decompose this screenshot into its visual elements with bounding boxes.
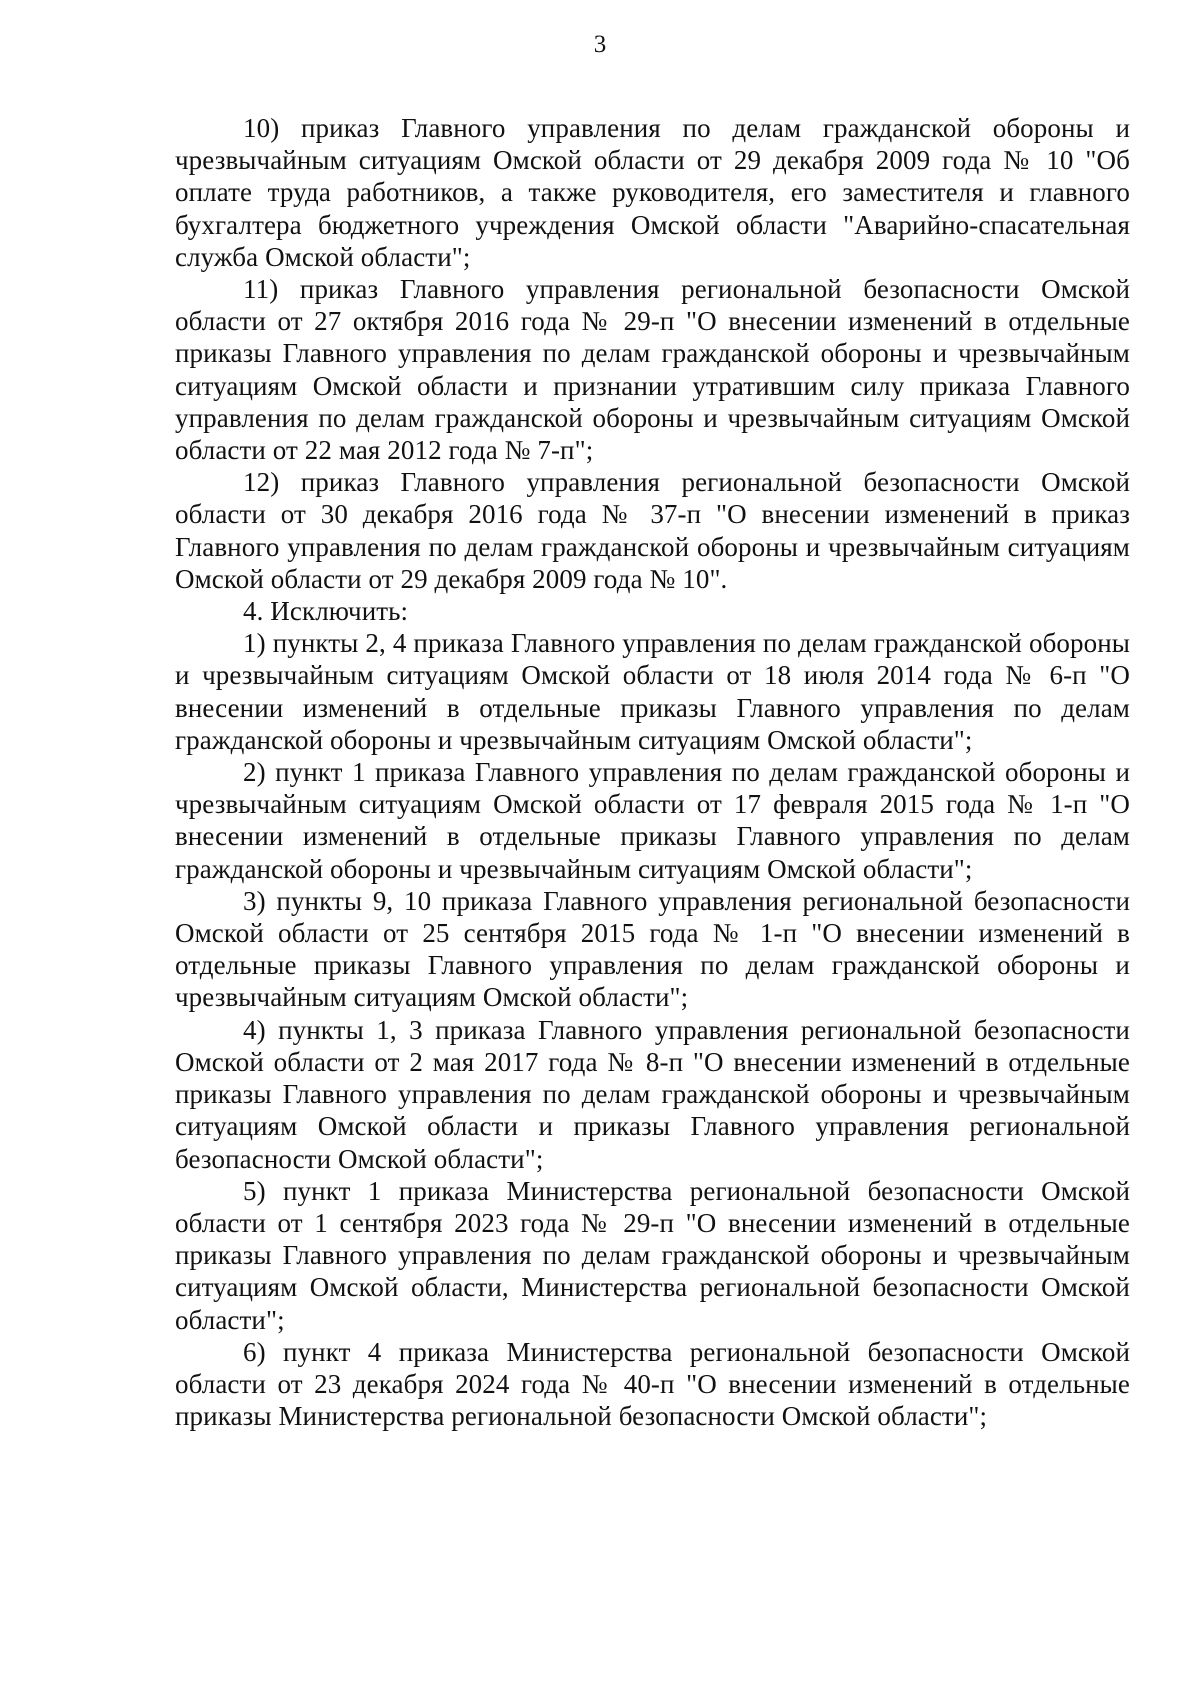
paragraph-item-11: 11) приказ Главного управления региональной безопасности Омской области от 27 октября 2016 года № 29-п "О внесении изменений в отдельные приказы Главного управления по делам гражданской обороны и чрезвычайным ситуациям Омской области и признании утратившим силу приказа Главного управления по делам гражданской обороны и чрезвычайным ситуациям Омской области от 22 мая 2012 года № 7-п"; [175, 274, 1130, 466]
exclusion-item-6: 6) пункт 4 приказа Министерства региональной безопасности Омской области от 23 декабря 2024 года № 40-п "О внесении изменений в отдельные приказы Министерства региональной безопасности Омской области"; [175, 1336, 1130, 1432]
exclusion-item-5: 5) пункт 1 приказа Министерства региональной безопасности Омской области от 1 сентября 2023 года № 29-п "О внесении изменений в отдельные приказы Главного управления по делам гражданской обороны и чрезвычайным ситуациям Омской области, Министерства региональной безопасности Омской области"; [175, 1175, 1130, 1335]
document-body [175, 112, 1130, 1432]
exclusion-item-1: 1) пункты 2, 4 приказа Главного управления по делам гражданской обороны и чрезвычайным ситуациям Омской области от 18 июля 2014 года № 6-п "О внесении изменений в отдельные приказы Главного управления по делам гражданской обороны и чрезвычайным ситуациям Омской области"; [175, 628, 1130, 755]
page-number: 3 [593, 31, 607, 58]
exclusion-item-2: 2) пункт 1 приказа Главного управления по делам гражданской обороны и чрезвычайным ситуациям Омской области от 17 февраля 2015 года № 1-п "О внесении изменений в отдельные приказы Главного управления по делам гражданской обороны и чрезвычайным ситуациям Омской области"; [175, 757, 1130, 884]
exclusion-item-3: 3) пункты 9, 10 приказа Главного управления региональной безопасности Омской области от 25 сентября 2015 года № 1-п "О внесении изменений в отдельные приказы Главного управления по делам гражданской обороны и чрезвычайным ситуациям Омской области"; [175, 885, 1130, 1013]
paragraph-item-12: 12) приказ Главного управления региональной безопасности Омской области от 30 декабря 2016 года № 37-п "О внесении изменений в приказ Главного управления по делам гражданской обороны и чрезвычайным ситуациям Омской области от 29 декабря 2009 года № 10". [175, 467, 1130, 594]
section-heading-4: 4. Исключить: [243, 596, 409, 627]
paragraph-item-10: 10) приказ Главного управления по делам гражданской обороны и чрезвычайным ситуациям Омской области от 29 декабря 2009 года № 10 "Об оплате труда работников, а также руководителя, его заместителя и главного бухгалтера бюджетного учреждения Омской области "Аварийно-спасательная служба Омской области"; [175, 113, 1130, 272]
exclusion-item-4: 4) пункты 1, 3 приказа Главного управления региональной безопасности Омской области от 2 мая 2017 года № 8-п "О внесении изменений в отдельные приказы Главного управления по делам гражданской обороны и чрезвычайным ситуациям Омской области и приказы Главного управления региональной безопасности Омской области"; [175, 1014, 1130, 1174]
